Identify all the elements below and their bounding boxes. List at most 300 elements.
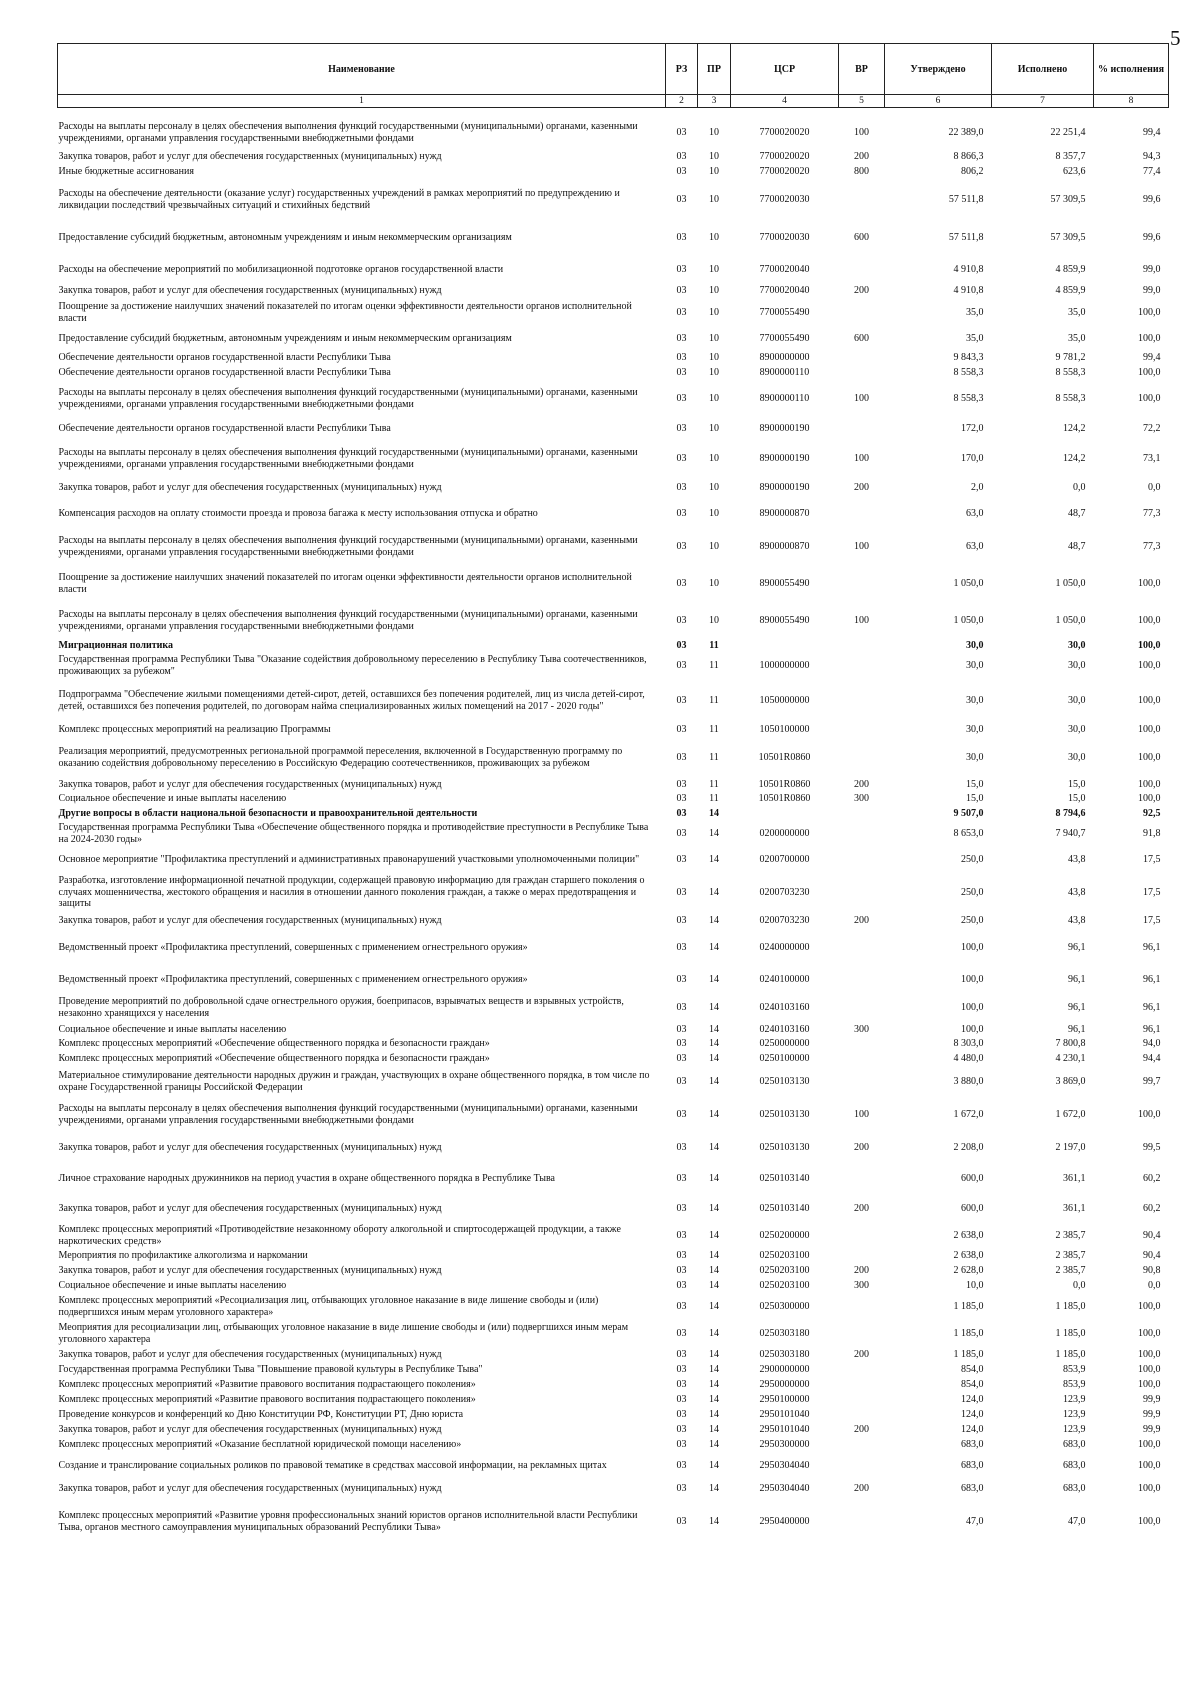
row-name: Закупка товаров, работ и услуг для обеспечения государственных (муниципальных) нужд bbox=[58, 151, 442, 163]
row-percent: 77,4 bbox=[1143, 166, 1161, 178]
row-rz: 03 bbox=[676, 639, 687, 651]
table-row bbox=[58, 1408, 1169, 1423]
row-rz: 03 bbox=[676, 127, 687, 138]
row-name: Расходы на выплаты персоналу в целях обеспечения выполнения функций государственными (муниципальными) органами, казенными учреждениями, органами управления государственными внебюджетными фондами bbox=[58, 121, 638, 144]
row-rz: 03 bbox=[676, 1053, 687, 1065]
column-number: 3 bbox=[698, 95, 731, 108]
row-executed: 30,0 bbox=[1068, 639, 1086, 651]
row-csr: 7700020020 bbox=[759, 127, 810, 138]
table-row bbox=[58, 417, 1169, 441]
row-percent: 100,0 bbox=[1138, 751, 1161, 763]
row-pr: 14 bbox=[709, 853, 719, 865]
row-approved: 124,0 bbox=[961, 1424, 984, 1436]
row-pr: 14 bbox=[709, 807, 719, 819]
table-row bbox=[58, 1133, 1169, 1163]
table-row bbox=[58, 1294, 1169, 1320]
row-csr: 0240103160 bbox=[759, 1001, 810, 1013]
row-percent: 100,0 bbox=[1138, 793, 1161, 805]
row-pr: 14 bbox=[709, 827, 719, 839]
row-vr bbox=[839, 565, 885, 603]
row-csr: 0250300000 bbox=[759, 1300, 810, 1312]
row-vr bbox=[839, 1223, 885, 1249]
row-vr: 600 bbox=[854, 231, 869, 243]
row-vr bbox=[839, 1453, 885, 1479]
row-name: Расходы на выплаты персоналу в целях обеспечения выполнения функций государственными (муниципальными) органами, казенными учреждениями, органами управления государственными внебюджетными фондами bbox=[58, 1103, 638, 1126]
row-csr: 0240103160 bbox=[759, 1023, 810, 1035]
row-percent: 100,0 bbox=[1138, 614, 1161, 626]
row-name: Комплекс процессных мероприятий «Обеспечение общественного порядка и безопасности граждан» bbox=[58, 1053, 490, 1065]
row-executed: 30,0 bbox=[1068, 724, 1086, 736]
row-percent: 73,1 bbox=[1143, 452, 1161, 464]
row-name: Меоприятия для ресоциализации лиц, отбывающих уголовное наказание в виде лишение свободы и (или) подвергшихся иным мерам уголовного характера bbox=[58, 1322, 629, 1345]
row-approved: 100,0 bbox=[961, 941, 984, 953]
row-executed: 9 781,2 bbox=[1055, 352, 1086, 364]
row-pr: 14 bbox=[709, 1439, 719, 1451]
row-executed: 48,7 bbox=[1068, 507, 1086, 519]
row-name: Расходы на выплаты персоналу в целях обеспечения выполнения функций государственными (муниципальными) органами, казенными учреждениями, органами управления государственными внебюджетными фондами bbox=[58, 387, 638, 410]
row-executed: 7 940,7 bbox=[1055, 827, 1086, 839]
row-percent: 100,0 bbox=[1138, 1459, 1161, 1471]
row-name: Основное мероприятие "Профилактика преступлений и административных правонарушений участковыми уполномоченными полиции" bbox=[58, 853, 640, 865]
row-vr: 200 bbox=[854, 914, 869, 926]
table-row bbox=[58, 1249, 1169, 1264]
row-percent: 99,9 bbox=[1143, 1409, 1161, 1421]
row-vr bbox=[839, 351, 885, 366]
row-name: Государственная программа Республики Тыва "Повышение правовой культуры в Республике Тыва" bbox=[58, 1364, 483, 1376]
row-percent: 96,1 bbox=[1143, 941, 1161, 953]
table-row bbox=[58, 1479, 1169, 1499]
row-csr: 10501R0860 bbox=[758, 793, 811, 805]
table-row bbox=[58, 913, 1169, 929]
row-approved: 250,0 bbox=[961, 886, 984, 898]
row-executed: 15,0 bbox=[1068, 778, 1086, 790]
row-approved: 2 638,0 bbox=[953, 1229, 984, 1241]
row-vr bbox=[839, 499, 885, 529]
row-executed: 853,9 bbox=[1063, 1364, 1086, 1376]
row-name: Закупка товаров, работ и услуг для обеспечения государственных (муниципальных) нужд bbox=[58, 914, 442, 926]
row-name: Государственная программа Республики Тыва «Обеспечение общественного порядка и противодействие преступности в Республике Тыва на 2024-2030 годы» bbox=[58, 822, 649, 845]
row-approved: 250,0 bbox=[961, 853, 984, 865]
row-rz: 03 bbox=[676, 1409, 687, 1421]
row-executed: 30,0 bbox=[1068, 751, 1086, 763]
row-csr: 0250103140 bbox=[759, 1172, 810, 1184]
row-rz: 03 bbox=[676, 973, 687, 985]
row-pr: 10 bbox=[709, 166, 719, 178]
row-csr: 0250203100 bbox=[759, 1250, 810, 1262]
row-csr: 10501R0860 bbox=[758, 751, 811, 763]
row-approved: 683,0 bbox=[961, 1459, 984, 1471]
row-vr: 200 bbox=[854, 1141, 869, 1153]
budget-execution-table bbox=[57, 43, 1169, 1545]
row-name: Мероприятия по профилактике алкоголизма и наркомании bbox=[58, 1250, 308, 1262]
row-csr: 8900055490 bbox=[759, 577, 810, 589]
table-row bbox=[58, 327, 1169, 351]
row-approved: 683,0 bbox=[961, 1482, 984, 1494]
row-percent: 60,2 bbox=[1143, 1202, 1161, 1214]
row-percent: 100,0 bbox=[1138, 1108, 1161, 1120]
row-executed: 30,0 bbox=[1068, 694, 1086, 706]
table-row bbox=[58, 1453, 1169, 1479]
table-row bbox=[58, 603, 1169, 639]
row-vr bbox=[839, 1037, 885, 1052]
row-pr: 14 bbox=[709, 1001, 719, 1013]
row-percent: 92,5 bbox=[1143, 807, 1161, 819]
row-executed: 8 794,6 bbox=[1055, 807, 1086, 819]
row-pr: 10 bbox=[709, 306, 719, 318]
table-row bbox=[58, 1052, 1169, 1067]
row-executed: 683,0 bbox=[1063, 1439, 1086, 1451]
row-csr: 7700020020 bbox=[759, 151, 810, 163]
row-percent: 99,4 bbox=[1143, 127, 1161, 138]
row-vr bbox=[839, 873, 885, 913]
row-vr: 200 bbox=[854, 481, 869, 493]
row-name: Закупка товаров, работ и услуг для обеспечения государственных (муниципальных) нужд bbox=[58, 778, 442, 790]
row-pr: 14 bbox=[709, 1172, 719, 1184]
row-vr bbox=[839, 1393, 885, 1408]
row-rz: 03 bbox=[676, 1172, 687, 1184]
row-pr: 14 bbox=[709, 1364, 719, 1376]
header-vr: ВР bbox=[839, 44, 885, 95]
row-name: Комплекс процессных мероприятий «Развитие правового воспитания подрастающего поколения» bbox=[58, 1394, 476, 1406]
row-name: Обеспечение деятельности органов государственной власти Республики Тыва bbox=[58, 352, 391, 364]
row-name: Материальное стимулирование деятельности народных дружин и граждан, участвующих в охране общественного порядка, в том числе по охране Государственной границы Российской Федерации bbox=[58, 1070, 650, 1093]
row-rz: 03 bbox=[676, 1300, 687, 1312]
row-percent: 77,3 bbox=[1143, 540, 1161, 552]
row-name: Закупка товаров, работ и услуг для обеспечения государственных (муниципальных) нужд bbox=[58, 481, 442, 493]
row-rz: 03 bbox=[676, 1424, 687, 1436]
table-row bbox=[58, 967, 1169, 993]
row-name: Проведение мероприятий по добровольной сдаче огнестрельного оружия, боеприпасов, взрывчатых веществ и взрывных устройств, незаконно хранящихся у населения bbox=[58, 996, 624, 1019]
row-name: Подпрограмма "Обеспечение жилыми помещениями детей-сирот, детей, оставшихся без попечения родителей, лиц из числа детей-сирот, детей, оставшихся без попечения родителей, по договорам найма специализированных жилых помещений на 2017 - 2020 годы" bbox=[58, 689, 645, 712]
row-pr: 10 bbox=[709, 577, 719, 589]
row-percent: 100,0 bbox=[1138, 1327, 1161, 1339]
row-rz: 03 bbox=[676, 392, 687, 404]
row-approved: 806,2 bbox=[961, 166, 984, 178]
row-executed: 43,8 bbox=[1068, 914, 1086, 926]
row-executed: 361,1 bbox=[1063, 1202, 1086, 1214]
row-executed: 57 309,5 bbox=[1050, 231, 1086, 243]
row-name: Расходы на выплаты персоналу в целях обеспечения выполнения функций государственными (муниципальными) органами, казенными учреждениями, органами управления государственными внебюджетными фондами bbox=[58, 447, 638, 470]
row-pr: 11 bbox=[709, 639, 719, 651]
row-name: Компенсация расходов на оплату стоимости проезда и провоза багажа к месту использования отпуска и обратно bbox=[58, 507, 538, 519]
row-rz: 03 bbox=[676, 577, 687, 589]
row-executed: 8 558,3 bbox=[1055, 367, 1086, 379]
row-percent: 100,0 bbox=[1138, 367, 1161, 379]
row-pr: 14 bbox=[709, 1394, 719, 1406]
row-csr: 0250103130 bbox=[759, 1075, 810, 1087]
row-executed: 1 185,0 bbox=[1055, 1349, 1086, 1361]
row-pr: 14 bbox=[709, 973, 719, 985]
row-approved: 35,0 bbox=[966, 332, 984, 344]
table-row bbox=[58, 1499, 1169, 1545]
row-pr: 14 bbox=[709, 941, 719, 953]
row-vr bbox=[839, 1408, 885, 1423]
row-pr: 14 bbox=[709, 914, 719, 926]
row-percent: 100,0 bbox=[1138, 306, 1161, 318]
row-csr: 0240000000 bbox=[759, 941, 810, 953]
row-csr: 1050100000 bbox=[759, 724, 810, 736]
row-name: Проведение конкурсов и конференций ко Дню Конституции РФ, Конституции РТ, Дню юриста bbox=[58, 1409, 464, 1421]
row-pr: 14 bbox=[709, 1409, 719, 1421]
table-row bbox=[58, 1348, 1169, 1363]
row-percent: 100,0 bbox=[1138, 1439, 1161, 1451]
row-approved: 683,0 bbox=[961, 1439, 984, 1451]
row-pr: 10 bbox=[709, 452, 719, 464]
row-rz: 03 bbox=[676, 778, 687, 790]
row-approved: 57 511,8 bbox=[948, 193, 984, 205]
row-percent: 100,0 bbox=[1138, 639, 1161, 651]
row-approved: 10,0 bbox=[966, 1280, 984, 1292]
row-csr: 0250103130 bbox=[759, 1108, 810, 1120]
row-executed: 1 050,0 bbox=[1055, 614, 1086, 626]
row-percent: 100,0 bbox=[1138, 1379, 1161, 1391]
row-rz: 03 bbox=[676, 1349, 687, 1361]
row-percent: 99,6 bbox=[1143, 193, 1161, 205]
row-vr bbox=[839, 1320, 885, 1348]
row-approved: 30,0 bbox=[966, 751, 984, 763]
row-csr: 7700055490 bbox=[759, 306, 810, 318]
row-executed: 57 309,5 bbox=[1050, 193, 1086, 205]
row-approved: 47,0 bbox=[966, 1515, 984, 1527]
row-pr: 14 bbox=[709, 1202, 719, 1214]
table-row bbox=[58, 1363, 1169, 1378]
table-row bbox=[58, 150, 1169, 165]
column-number: 1 bbox=[58, 95, 666, 108]
row-pr: 14 bbox=[709, 1038, 719, 1050]
row-approved: 2 208,0 bbox=[953, 1141, 984, 1153]
row-percent: 100,0 bbox=[1138, 1364, 1161, 1376]
table-row bbox=[58, 366, 1169, 381]
row-pr: 10 bbox=[709, 285, 719, 297]
row-name: Личное страхование народных дружинников на период участия в охране общественного порядка в Республике Тыва bbox=[58, 1172, 555, 1184]
row-percent: 100,0 bbox=[1138, 1300, 1161, 1312]
column-number: 8 bbox=[1094, 95, 1169, 108]
row-csr bbox=[731, 807, 839, 821]
row-approved: 1 185,0 bbox=[953, 1300, 984, 1312]
row-rz: 03 bbox=[676, 1379, 687, 1391]
row-vr: 100 bbox=[854, 127, 869, 138]
row-pr: 14 bbox=[709, 1482, 719, 1494]
row-pr: 10 bbox=[709, 263, 719, 275]
row-csr: 0250200000 bbox=[759, 1229, 810, 1241]
row-approved: 9 507,0 bbox=[953, 807, 984, 819]
row-vr: 100 bbox=[854, 540, 869, 552]
row-vr bbox=[839, 1378, 885, 1393]
row-rz: 03 bbox=[676, 166, 687, 178]
table-row bbox=[58, 807, 1169, 821]
row-name: Закупка товаров, работ и услуг для обеспечения государственных (муниципальных) нужд bbox=[58, 1424, 442, 1436]
row-name: Закупка товаров, работ и услуг для обеспечения государственных (муниципальных) нужд bbox=[58, 1482, 442, 1494]
row-csr: 0200703230 bbox=[759, 914, 810, 926]
row-pr: 10 bbox=[709, 392, 719, 404]
row-approved: 30,0 bbox=[966, 724, 984, 736]
row-csr: 10501R0860 bbox=[758, 778, 811, 790]
row-rz: 03 bbox=[676, 540, 687, 552]
row-approved: 2 628,0 bbox=[953, 1265, 984, 1277]
table-row bbox=[58, 256, 1169, 284]
row-pr: 10 bbox=[709, 367, 719, 379]
row-approved: 8 653,0 bbox=[953, 827, 984, 839]
table-row bbox=[58, 299, 1169, 327]
row-executed: 0,0 bbox=[1073, 1280, 1086, 1292]
row-percent: 60,2 bbox=[1143, 1172, 1161, 1184]
row-percent: 90,4 bbox=[1143, 1250, 1161, 1262]
table-row bbox=[58, 821, 1169, 847]
row-percent: 77,3 bbox=[1143, 507, 1161, 519]
row-approved: 124,0 bbox=[961, 1409, 984, 1421]
row-vr bbox=[839, 847, 885, 873]
row-rz: 03 bbox=[676, 507, 687, 519]
row-approved: 4 910,8 bbox=[953, 285, 984, 297]
row-rz: 03 bbox=[676, 352, 687, 364]
row-pr: 14 bbox=[709, 1141, 719, 1153]
row-name: Обеспечение деятельности органов государственной власти Республики Тыва bbox=[58, 367, 391, 379]
row-executed: 22 251,4 bbox=[1050, 127, 1086, 138]
table-row bbox=[58, 679, 1169, 723]
row-rz: 03 bbox=[676, 481, 687, 493]
row-name: Социальное обеспечение и иные выплаты населению bbox=[58, 1023, 287, 1035]
row-approved: 1 672,0 bbox=[953, 1108, 984, 1120]
row-executed: 683,0 bbox=[1063, 1459, 1086, 1471]
row-name: Комплекс процессных мероприятий «Противодействие незаконному обороту алкогольной и спиртосодержащей продукции, а также наркотических средств» bbox=[58, 1224, 621, 1247]
row-rz: 03 bbox=[676, 659, 687, 671]
row-vr: 100 bbox=[854, 1108, 869, 1120]
table-row bbox=[58, 381, 1169, 417]
row-name: Реализация мероприятий, предусмотренных региональной программой переселения, включенной в Государственную программу по оказанию содействия добровольному переселению в Российскую Федерацию соотечественников, проживающих за рубежом bbox=[58, 746, 623, 769]
row-name: Предоставление субсидий бюджетным, автономным учреждениям и иным некоммерческим организациям bbox=[58, 231, 512, 243]
row-approved: 30,0 bbox=[966, 659, 984, 671]
row-name: Закупка товаров, работ и услуг для обеспечения государственных (муниципальных) нужд bbox=[58, 1349, 442, 1361]
row-pr: 11 bbox=[709, 724, 719, 736]
row-approved: 35,0 bbox=[966, 306, 984, 318]
row-rz: 03 bbox=[676, 1482, 687, 1494]
table-row bbox=[58, 1037, 1169, 1052]
table-row bbox=[58, 108, 1169, 150]
table-row bbox=[58, 873, 1169, 913]
row-csr: 8900000870 bbox=[759, 540, 810, 552]
row-percent: 94,4 bbox=[1143, 1053, 1161, 1065]
row-name: Расходы на обеспечение мероприятий по мобилизационной подготовке органов государственной власти bbox=[58, 263, 504, 275]
row-pr: 14 bbox=[709, 1459, 719, 1471]
row-csr: 0200000000 bbox=[759, 827, 810, 839]
row-vr bbox=[839, 366, 885, 381]
row-vr: 300 bbox=[854, 793, 869, 805]
row-approved: 30,0 bbox=[966, 639, 984, 651]
row-vr: 200 bbox=[854, 1482, 869, 1494]
row-executed: 96,1 bbox=[1068, 1023, 1086, 1035]
row-vr: 300 bbox=[854, 1280, 869, 1292]
row-vr bbox=[839, 180, 885, 220]
row-csr: 0250000000 bbox=[759, 1038, 810, 1050]
row-approved: 8 866,3 bbox=[953, 151, 984, 163]
row-vr bbox=[839, 653, 885, 679]
row-rz: 03 bbox=[676, 367, 687, 379]
row-approved: 3 880,0 bbox=[953, 1075, 984, 1087]
row-name: Закупка товаров, работ и услуг для обеспечения государственных (муниципальных) нужд bbox=[58, 1202, 442, 1214]
row-rz: 03 bbox=[676, 1075, 687, 1087]
table-row bbox=[58, 778, 1169, 792]
row-executed: 43,8 bbox=[1068, 886, 1086, 898]
row-vr bbox=[839, 723, 885, 738]
row-csr: 0240100000 bbox=[759, 973, 810, 985]
row-executed: 7 800,8 bbox=[1055, 1038, 1086, 1050]
row-vr bbox=[839, 299, 885, 327]
row-approved: 30,0 bbox=[966, 694, 984, 706]
row-approved: 854,0 bbox=[961, 1379, 984, 1391]
row-approved: 57 511,8 bbox=[948, 231, 984, 243]
row-name: Поощрение за достижение наилучших значений показателей по итогам оценки эффективности деятельности органов исполнительной власти bbox=[58, 301, 632, 324]
table-row bbox=[58, 284, 1169, 299]
table-row bbox=[58, 351, 1169, 366]
row-name: Ведомственный проект «Профилактика преступлений, совершенных с применением огнестрельного оружия» bbox=[58, 973, 528, 985]
row-executed: 623,6 bbox=[1063, 166, 1086, 178]
row-rz: 03 bbox=[676, 422, 687, 434]
row-csr: 0250303180 bbox=[759, 1349, 810, 1361]
row-rz: 03 bbox=[676, 151, 687, 163]
row-name: Комплекс процессных мероприятий «Развитие уровня профессиональных знаний юристов органов исполнительной власти Республики Тыва, органов местного самоуправления муниципальных образований Республики Тыва» bbox=[58, 1510, 638, 1533]
row-approved: 63,0 bbox=[966, 540, 984, 552]
row-executed: 0,0 bbox=[1073, 481, 1086, 493]
header-approved: Утверждено bbox=[885, 44, 992, 95]
row-name: Разработка, изготовление информационной печатной продукции, содержащей правовую информацию для граждан старшего поколения о случаях мошенничества, жестокого обращения и насилия в отношении данного поколения граждан, а также о мерах предотвращения и защиты bbox=[58, 875, 645, 910]
row-executed: 2 197,0 bbox=[1055, 1141, 1086, 1153]
table-row bbox=[58, 738, 1169, 778]
row-percent: 100,0 bbox=[1138, 1515, 1161, 1527]
row-csr: 8900000110 bbox=[759, 367, 810, 379]
row-name: Предоставление субсидий бюджетным, автономным учреждениям и иным некоммерческим организациям bbox=[58, 332, 512, 344]
row-rz: 03 bbox=[676, 724, 687, 736]
row-csr: 0200703230 bbox=[759, 886, 810, 898]
row-vr bbox=[839, 929, 885, 967]
row-vr bbox=[839, 1163, 885, 1195]
row-executed: 124,2 bbox=[1063, 452, 1086, 464]
row-rz: 03 bbox=[676, 886, 687, 898]
table-row bbox=[58, 723, 1169, 738]
row-approved: 854,0 bbox=[961, 1364, 984, 1376]
row-csr: 0250303180 bbox=[759, 1327, 810, 1339]
row-vr: 100 bbox=[854, 614, 869, 626]
row-name: Комплекс процессных мероприятий «Обеспечение общественного порядка и безопасности граждан» bbox=[58, 1038, 490, 1050]
row-percent: 0,0 bbox=[1148, 481, 1161, 493]
row-executed: 123,9 bbox=[1063, 1394, 1086, 1406]
row-executed: 43,8 bbox=[1068, 853, 1086, 865]
row-name: Расходы на выплаты персоналу в целях обеспечения выполнения функций государственными (муниципальными) органами, казенными учреждениями, органами управления государственными внебюджетными фондами bbox=[58, 609, 638, 632]
row-csr: 0250103130 bbox=[759, 1141, 810, 1153]
table-row bbox=[58, 653, 1169, 679]
row-pr: 14 bbox=[709, 1379, 719, 1391]
row-executed: 1 672,0 bbox=[1055, 1108, 1086, 1120]
table-row bbox=[58, 220, 1169, 256]
header-percent: % исполнения bbox=[1094, 44, 1169, 95]
row-pr: 10 bbox=[709, 352, 719, 364]
row-percent: 100,0 bbox=[1138, 1482, 1161, 1494]
table-row bbox=[58, 165, 1169, 180]
row-vr: 200 bbox=[854, 1424, 869, 1436]
row-percent: 100,0 bbox=[1138, 659, 1161, 671]
row-percent: 99,5 bbox=[1143, 1141, 1161, 1153]
row-vr bbox=[839, 1363, 885, 1378]
row-pr: 10 bbox=[709, 614, 719, 626]
row-percent: 100,0 bbox=[1138, 724, 1161, 736]
row-vr: 800 bbox=[854, 166, 869, 178]
row-name: Ведомственный проект «Профилактика преступлений, совершенных с применением огнестрельного оружия» bbox=[58, 941, 528, 953]
budget-table-sheet bbox=[57, 43, 1168, 1545]
row-rz: 03 bbox=[676, 263, 687, 275]
row-csr: 8900000190 bbox=[759, 452, 810, 464]
row-rz: 03 bbox=[676, 793, 687, 805]
row-name: Социальное обеспечение и иные выплаты населению bbox=[58, 793, 287, 805]
row-vr: 200 bbox=[854, 1265, 869, 1277]
